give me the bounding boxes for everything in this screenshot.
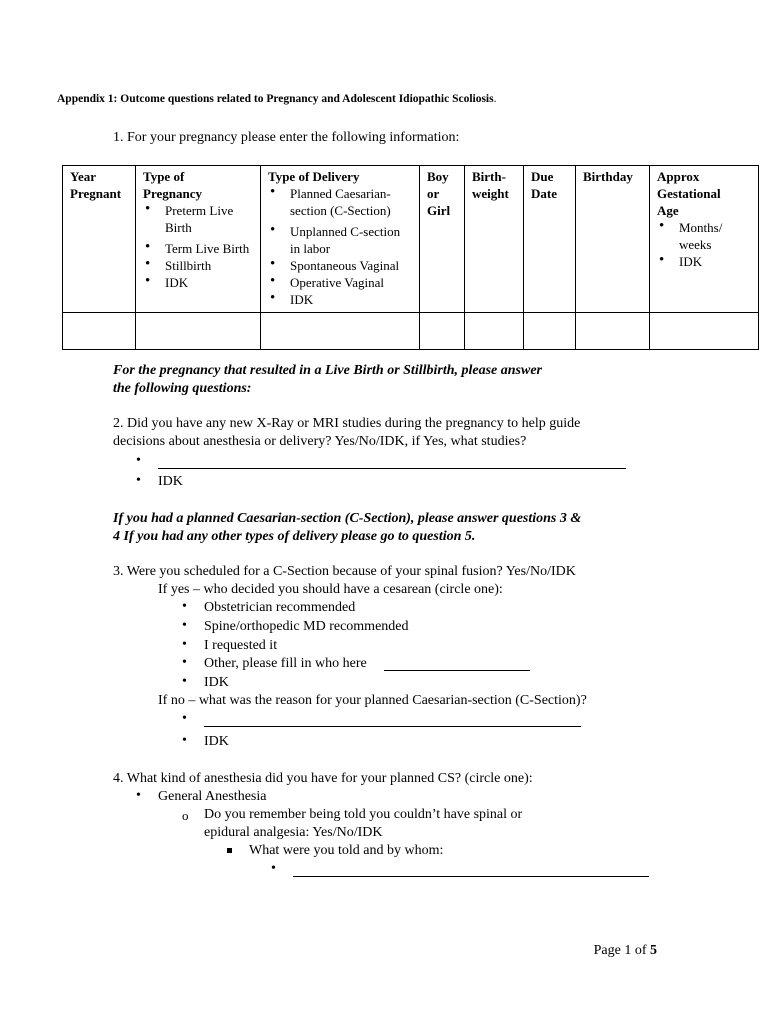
- list-item: • IDK: [143, 274, 254, 291]
- question-2: 2. Did you have any new X-Ray or MRI studies during the pregnancy to help guide decisions about anesthesia or delivery? Yes/No/IDK, if Yes, what studies?: [113, 416, 581, 449]
- cell-birthday-input[interactable]: [576, 313, 650, 350]
- q4-told-question: What were you told and by whom:: [249, 843, 444, 858]
- cell-sex-input[interactable]: [420, 313, 465, 350]
- cell-due-date-input[interactable]: [524, 313, 576, 350]
- col-birthweight: Birth- weight: [465, 166, 524, 313]
- col-gestational-age: Approx Gestational Age • Months/ weeks • IDK: [650, 166, 759, 313]
- col-type-of-pregnancy: Type of Pregnancy • Preterm Live Birth • Term Live Birth • Stillbirth • IDK: [136, 166, 261, 313]
- q3-reason-line[interactable]: [204, 726, 581, 727]
- list-item: • Operative Vaginal: [268, 274, 413, 291]
- cell-pregnancy-input[interactable]: [136, 313, 261, 350]
- list-item: • Preterm Live Birth: [143, 202, 254, 236]
- q3-if-no: If no – what was the reason for your planned Caesarian-section (C-Section)?: [158, 693, 587, 708]
- question-1: 1. For your pregnancy please enter the following information:: [113, 130, 460, 145]
- cell-delivery-input[interactable]: [261, 313, 420, 350]
- col-birthday: Birthday: [576, 166, 650, 313]
- q4-told-line[interactable]: [293, 876, 649, 877]
- table-header-row: [63, 166, 759, 313]
- live-birth-note: For the pregnancy that resulted in a Live Birth or Stillbirth, please answer the following questions:: [113, 363, 542, 396]
- list-item: • Term Live Birth: [143, 240, 254, 257]
- q3-if-yes: If yes – who decided you should have a cesarean (circle one):: [158, 582, 503, 597]
- col-due-date: Due Date: [524, 166, 576, 313]
- table-entry-row: [63, 313, 759, 350]
- list-item: • IDK: [268, 291, 413, 308]
- list-item: • Unplanned C-section in labor: [268, 223, 413, 257]
- list-item: • Planned Caesarian-section (C-Section): [268, 185, 413, 219]
- list-item: • Stillbirth: [143, 257, 254, 274]
- square-bullet-icon: [227, 848, 232, 853]
- col-type-of-delivery: Type of Delivery • Planned Caesarian-section (C-Section) • Unplanned C-section in labor • Spontaneous Vaginal • Operative Vaginal • IDK: [261, 166, 420, 313]
- col-boy-or-girl: Boy or Girl: [420, 166, 465, 313]
- csection-note: If you had a planned Caesarian-section (C-Section), please answer questions 3 & 4 If you had any other types of delivery please go to question 5.: [113, 511, 582, 544]
- appendix-title: Appendix 1: Outcome questions related to Pregnancy and Adolescent Idiopathic Scoliosis.: [57, 93, 497, 105]
- pregnancy-info-table: [62, 165, 759, 350]
- question-4: 4. What kind of anesthesia did you have for your planned CS? (circle one):: [113, 771, 533, 786]
- q2-answer-line[interactable]: [158, 468, 626, 469]
- cell-gestational-input[interactable]: [650, 313, 759, 350]
- page-number: Page 1 of 5: [593, 943, 657, 958]
- list-item: • IDK: [657, 253, 752, 270]
- list-item: • Spontaneous Vaginal: [268, 257, 413, 274]
- circle-bullet-icon: o: [182, 808, 189, 823]
- list-item: • Months/ weeks: [657, 219, 752, 253]
- question-3: 3. Were you scheduled for a C-Section because of your spinal fusion? Yes/No/IDK: [113, 564, 576, 579]
- q4-sub-question: Do you remember being told you couldn’t have spinal or epidural analgesia: Yes/No/IDK: [204, 807, 523, 840]
- cell-weight-input[interactable]: [465, 313, 524, 350]
- col-year-pregnant: Year Pregnant: [63, 166, 136, 313]
- cell-year-input[interactable]: [63, 313, 136, 350]
- q3-other-fill-line[interactable]: [384, 670, 530, 671]
